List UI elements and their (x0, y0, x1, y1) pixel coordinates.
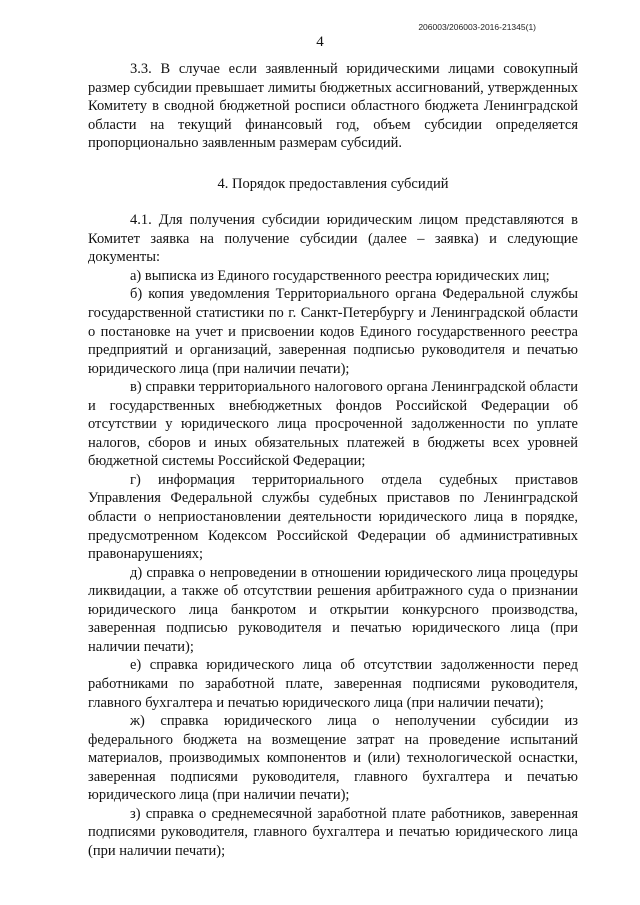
list-item-e: е) справка юридического лица об отсутствии задолженности перед работниками по заработной плате, заверенная подписями руководителя, главного бухгалтера и печатью юридического лица (при наличии печати); (88, 657, 578, 711)
list-item-v: в) справки территориального налогового органа Ленинградской области и государственных внебюджетных фондов Российской Федерации об отсутствии у юридического лица просроченной задолженности по уплате налогов, сборов и иных обязательных платежей в бюджеты всех уровней бюджетной системы Российской Федерации; (88, 379, 578, 470)
document-body (88, 60, 578, 860)
list-item-b: б) копия уведомления Территориального органа Федеральной службы государственной статистики по г. Санкт-Петербургу и Ленинградской области о постановке на учет и присвоении кодов Единого государственного реестра предприятий и организаций, заверенная подписью руководителя и печатью юридического лица (при наличии печати); (88, 286, 578, 377)
list-item-zh: ж) справка юридического лица о неполучении субсидии из федерального бюджета на возмещение затрат на проведение испытаний материалов, производимых компонентов и (или) технологической оснастки, заверенная подписями руководителя, главного бухгалтера и печатью юридического лица (при наличии печати); (88, 713, 578, 804)
page-number: 4 (316, 34, 324, 50)
list-item-g: г) информация территориального отдела судебных приставов Управления Федеральной службы судебных приставов по Ленинградской области о неприостановлении деятельности юридического лица в порядке, предусмотренном Кодексом Российской Федерации об административных правонарушениях; (88, 471, 578, 563)
paragraph-4-1: 4.1. Для получения субсидии юридическим лицом представляются в Комитет заявка на получение субсидии (далее – заявка) и следующие документы: (88, 212, 578, 266)
section-heading: 4. Порядок предоставления субсидий (217, 175, 449, 192)
list-item-z: з) справка о среднемесячной заработной плате работников, заверенная подписями руководителя, главного бухгалтера и печатью юридического лица (при наличии печати); (88, 805, 578, 859)
list-item-a: а) выписка из Единого государственного реестра юридических лиц; (130, 267, 550, 284)
paragraph-3-3: 3.3. В случае если заявленный юридическими лицами совокупный размер субсидии превышает лимиты бюджетных ассигнований, утвержденных Комитету в сводной бюджетной росписи областного бюджета Ленинградской области на текущий финансовый год, объем субсидии определяется пропорционально заявленным размерам субсидий. (88, 61, 578, 152)
document-id: 206003/206003-2016-21345(1) (418, 22, 536, 32)
list-item-d: д) справка о непроведении в отношении юридического лица процедуры ликвидации, а также об отсутствии решения арбитражного суда о признании юридического лица банкротом и открытии конкурсного производства, заверенная подписью руководителя и печатью юридического лица (при наличии печати); (88, 564, 578, 655)
